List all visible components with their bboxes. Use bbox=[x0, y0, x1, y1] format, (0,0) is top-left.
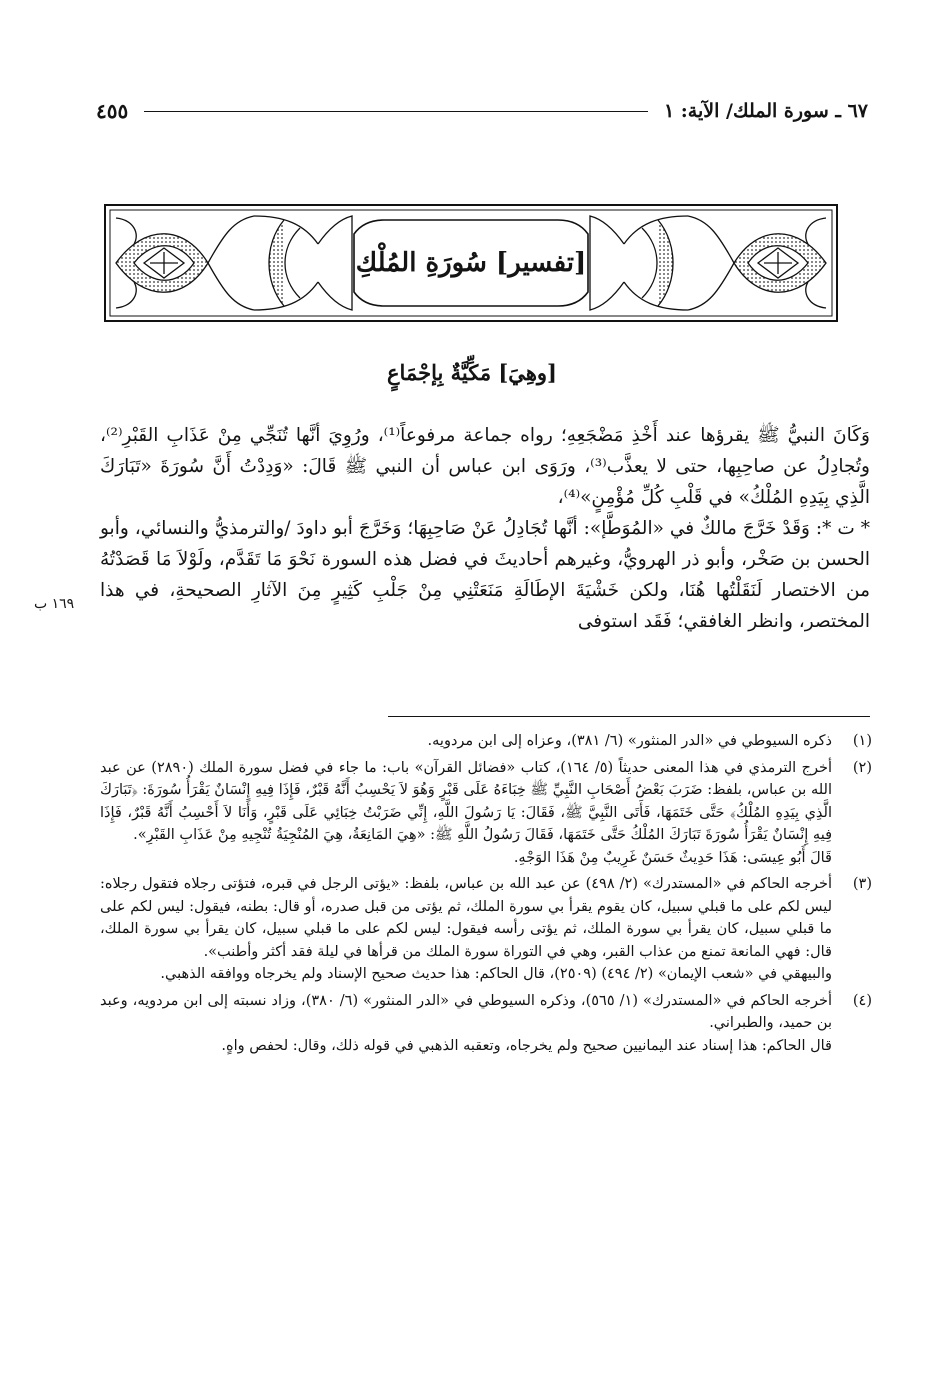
running-title: ٦٧ ـ سورة الملك/ الآية: ١ bbox=[663, 100, 868, 122]
footnote-text: والبيهقي في «شعب الإيمان» (٢/ ٤٩٤) (٢٥٠٩)، قال الحاكم: هذا حديث صحيح الإسناد ولم يخرجاه ووافقه الذهبي. bbox=[160, 966, 832, 982]
footnote-text: ذكره السيوطي في «الدر المنثور» (٦/ ٣٨١)، وعزاه إلى ابن مردويه. bbox=[427, 733, 832, 749]
footnote-text: أخرجه الحاكم في «المستدرك» (١/ ٥٦٥)، وذكره السيوطي في «الدر المنثور» (٦/ ٣٨٠)، وزاد نسبته إلى ابن مردويه، وعبد بن حميد، والطبراني. bbox=[100, 992, 832, 1031]
running-header bbox=[96, 96, 868, 126]
ornamental-banner bbox=[104, 204, 838, 322]
footnote-body bbox=[100, 990, 832, 1058]
footnote bbox=[100, 873, 872, 986]
footnote bbox=[100, 990, 872, 1058]
footnote-number: (١) bbox=[852, 733, 872, 749]
header-rule bbox=[144, 111, 648, 112]
footnotes bbox=[100, 730, 872, 1061]
surah-title: [تفسير] سُورَةِ المُلْكِ bbox=[355, 248, 587, 278]
footnote-body bbox=[100, 730, 832, 753]
footnote-text: أخرج الترمذي في هذا المعنى حديثاً (٥/ ١٦٤)، كتاب «فضائل القرآن» باب: ما جاء في فضل سورة الملك (٢٨٩٠) عن عبد الله بن عباس، بلفظ: ضَرَبَ بَعْضُ أَصْحَابِ النَّبِيِّ ﷺ خِبَاءَهُ عَلَى قَبْرٍ وَهُوَ لاَ يَحْسِبُ أَنَّهُ قَبْرٌ، فَإِذَا فِيهِ إِنْسَانٌ يَقْرَأُ سُورَةَ: ﴿تَبَارَكَ الَّذِي بِيَدِهِ المُلْكُ﴾ حَتَّى خَتَمَهَا، فَأَتَى النَّبِيَّ ﷺ، فَقَالَ: يَا رَسُولَ اللَّهِ، إِنِّي ضَرَبْتُ خِبَائِي عَلَى قَبْرٍ، وَأَنَا لاَ أَحْسِبُ أَنَّهُ قَبْرٌ، فَإِذَا فِيهِ إِنْسَانٌ يَقْرَأُ سُورَةَ تَبَارَكَ المُلْكُ حَتَّى خَتَمَهَا، فَقَالَ رَسُولُ اللَّهِ ﷺ: «هِيَ المَانِعَةُ، هِيَ المُنْجِيَةُ تُنْجِيهِ مِنْ عَذَابِ القَبْرِ». bbox=[100, 759, 832, 843]
footnote-number: (٤) bbox=[852, 992, 872, 1009]
paragraph: * ت *: وَقَدْ خَرَّجَ مالكٌ في «المُوَطَّإ»: أنَّها تُجَادِلُ عَنْ صَاحِبِهَا؛ وَخَرَّجَ أبو داودَ /والترمذيُّ والنسائي، وأبو الحسن بن صَخْر، وأبو ذر الهرويُّ، وغيرهم أحاديثَ في فضل هذه السورة نَحْوَ مَا تَقَدَّم، ولَوْلاَ مَا قَصَدْتُهُ من الاختصار لَنَقَلْتُها هُنَا، ولكن خَشْيَةَ الإطَالَةِ مَنَعَتْنِي مِنْ جَلْبِ كَثِيرٍ مِنَ الآثارِ الصحيحةِ، في هذا المختصر، وانظر الغافقي؛ فَقَد استوفى bbox=[100, 518, 870, 632]
footnote-text: قال الحاكم: هذا إسناد عند اليمانيين صحيح ولم يخرجاه، وتعقبه الذهبي في قوله ذلك، وقال: لحفص واهٍ. bbox=[221, 1037, 832, 1054]
footnote bbox=[100, 757, 872, 870]
paragraph: وَكَانَ النبيُّ ﷺ يقرؤها عند أَخْذِ مَضْجَعِهِ؛ رواه جماعة مرفوعاً⁽¹⁾، ورُوِيَ أنَّها تُنَجِّي مِنْ عَذَابِ القَبْرِ⁽²⁾، وتُجادِلُ عن صاحِبِها، حتى لا يعذَّب⁽³⁾، ورَوَى ابن عباس أن النبي ﷺ قَالَ: «وَدِدْتُ أَنَّ سُورَةَ «تَبَارَكَ الَّذِي بِيَدِهِ المُلْكُ» في قَلْبِ كُلِّ مُؤْمِنٍ»⁽⁴⁾، bbox=[100, 425, 870, 508]
footnote-divider bbox=[388, 716, 870, 717]
manuscript-folio-note: ١٦٩ ب bbox=[34, 596, 75, 612]
footnote bbox=[100, 730, 872, 753]
footnote-text: قَالَ أَبُو عِيسَى: هَذَا حَدِيثٌ حَسَنٌ غَرِيبٌ مِنْ هَذَا الوَجْهِ. bbox=[513, 849, 832, 866]
footnote-number: (٣) bbox=[852, 876, 872, 892]
footnote-body bbox=[100, 757, 832, 870]
page-number: ٤٥٥ bbox=[96, 99, 129, 123]
surah-subtitle: [وهِيَ] مَكِّيَّةٌ بِإجْمَاعٍ bbox=[387, 360, 557, 385]
main-text bbox=[100, 420, 870, 637]
footnote-text: أخرجه الحاكم في «المستدرك» (٢/ ٤٩٨) عن عبد الله بن عباس، بلفظ: «يؤتى الرجل في قبره، فتؤتى رجلاه فتقول رجلاه: ليس لكم على ما قبلي سبيل، كان يقوم يقرأ بي سورة الملك، ثم يؤتى من قبل صدره، أو قال: بطنه، فيقول: ليس لكم على ما قبلي سبيل، كان يقرأ بي سورة الملك، ثم يؤتى رأسه فيقول: ليس لكم على ما قبلي سبيل، كان يقرأ بي سورة الملك، قال: فهي المانعة تمنع من عذاب القبر، وهي في التوراة سورة الملك من قرأها في ليلة فقد أكثر وأطنب». bbox=[100, 876, 832, 960]
footnote-body bbox=[100, 873, 832, 986]
footnote-number: (٢) bbox=[852, 759, 872, 776]
